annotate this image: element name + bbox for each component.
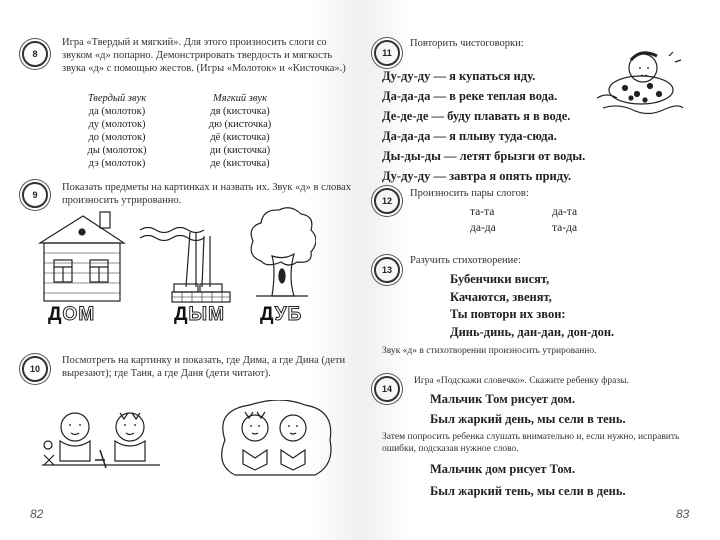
syllable-pairs-col2 (552, 204, 577, 236)
poem-line: Динь-динь, дан-дан, дон-дон. (450, 324, 615, 339)
syllable-pair: та-та (470, 206, 495, 218)
hard-row: ды (молоток) (87, 145, 147, 156)
ex11-instructions: Повторить чистоговорки: (410, 38, 524, 49)
syllable-pairs-col1 (470, 204, 496, 236)
wrong-sentences (430, 458, 626, 502)
syllable-pair: да-та (552, 206, 578, 218)
exercise-number-9: 9 (22, 182, 48, 208)
exercise-number-11: 11 (374, 40, 400, 66)
soft-row: дю (кисточка) (208, 119, 272, 130)
soft-row: де (кисточка) (210, 158, 270, 169)
syllable-pair: та-да (552, 222, 578, 234)
children-reading-picture (215, 400, 335, 482)
swimming-child-picture (595, 48, 685, 118)
soft-row: дя (кисточка) (210, 106, 270, 117)
oak-tree-picture (246, 206, 316, 301)
word-dym: ДЫМ (174, 304, 225, 325)
syllable-pair: да-да (470, 222, 496, 234)
twister-line: Де-де-де — буду плавать я в воде. (382, 109, 571, 123)
sentence: Мальчик Том рисует дом. (430, 392, 576, 406)
word-dub: ДУБ (260, 304, 303, 325)
poem-line: Бубенчики висят, (450, 272, 550, 286)
hard-row: ду (молоток) (88, 119, 146, 130)
exercise-number-12: 12 (374, 188, 400, 214)
soft-row: дё (кисточка) (210, 132, 270, 143)
twister-line: Да-да-да — я плыву туда-сюда. (382, 129, 557, 143)
page-number-83: 83 (676, 507, 690, 521)
hard-header: Твердый звук (87, 93, 147, 104)
children-cutting-picture (40, 405, 165, 480)
ex14-instructions: Игра «Подскажи словечко». Скажите ребенку фразы. (414, 376, 629, 386)
ex8-instructions: Игра «Твердый и мягкий». Для этого произносить слоги со звуком «д» попарно. Демонстрировать твердость и мягкость звука «д» с помощью жестов. (Игры «Молоток» и «Кисточка».) (62, 37, 346, 74)
exercise-number-10: 10 (22, 356, 48, 382)
ex14-note: Затем попросить ребенка слушать внимательно и, если нужно, исправить ошибки, подсказав нужное слово. (382, 432, 680, 454)
ex9-instructions: Показать предметы на картинках и назвать их. Звук «д» в словах произносить утрированно. (62, 182, 351, 206)
twister-line: Ду-ду-ду — завтра я опять приду. (382, 169, 572, 183)
right-page (360, 0, 720, 540)
sentence: Мальчик дом рисует Том. (430, 462, 576, 476)
hard-row: да (молоток) (88, 106, 146, 117)
twister-line: Ду-ду-ду — я купаться иду. (382, 69, 536, 83)
tongue-twisters (382, 66, 585, 186)
hard-row: до (молоток) (88, 132, 146, 143)
page-number-82: 82 (30, 507, 44, 521)
correct-sentences (430, 389, 626, 429)
twister-line: Ды-ды-ды — летят брызги от воды. (382, 149, 586, 163)
poem (450, 271, 614, 341)
twister-line: Да-да-да — в реке теплая вода. (382, 89, 558, 103)
poem-line: Качаются, звенят, (450, 289, 552, 304)
ex13-note: Звук «д» в стихотворении произносить утрированно. (382, 346, 597, 356)
factory-smoke-picture (138, 222, 233, 304)
word-dom: ДОМ (48, 304, 96, 325)
exercise-number-8: 8 (22, 41, 48, 67)
sentence: Был жаркий день, мы сели в тень. (430, 412, 626, 426)
hard-sound-column (62, 92, 172, 170)
ex12-instructions: Произносить пары слогов: (410, 188, 529, 199)
poem-line: Ты повтори их звон: (450, 307, 566, 321)
soft-header: Мягкий звук (213, 93, 267, 104)
ex10-instructions: Посмотреть на картинку и показать, где Дима, а где Дина (дети вырезают); где Таня, а где Даня (дети читают). (62, 355, 346, 379)
exercise-number-14: 14 (374, 376, 400, 402)
house-picture (38, 210, 128, 302)
hard-row: дэ (молоток) (88, 158, 146, 169)
sentence: Был жаркий тень, мы сели в день. (430, 484, 626, 498)
exercise-number-13: 13 (374, 257, 400, 283)
soft-sound-column (185, 92, 295, 170)
ex13-instructions: Разучить стихотворение: (410, 255, 521, 266)
soft-row: ди (кисточка) (209, 145, 271, 156)
